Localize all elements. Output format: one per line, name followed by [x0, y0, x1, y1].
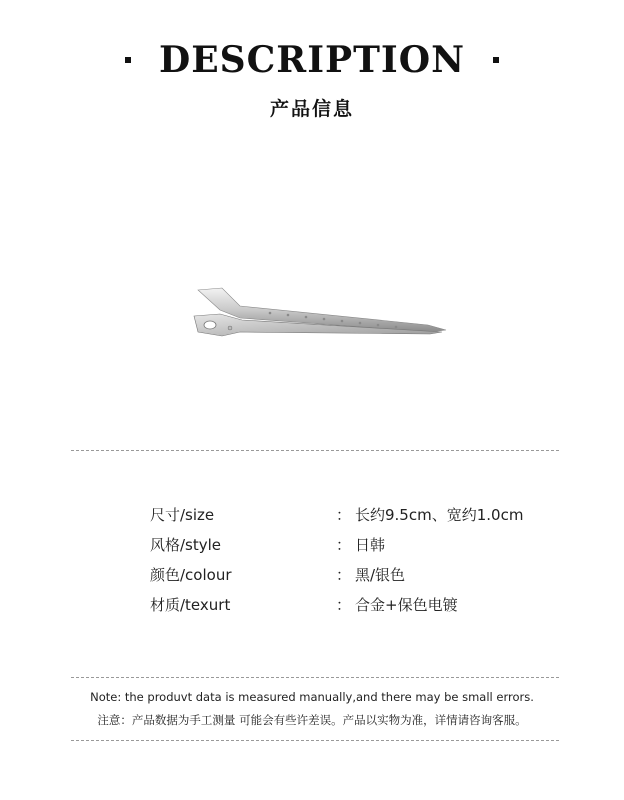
bullet-right-icon — [493, 57, 499, 63]
hair-clip-icon — [180, 270, 460, 360]
spec-row-material — [0, 594, 624, 618]
notes — [0, 690, 624, 728]
spec-value-material: 合金+保色电镀 — [355, 596, 458, 614]
note-english: Note: the produvt data is measured manually,and there may be small errors. — [90, 690, 534, 704]
spec-colon: ： — [336, 536, 352, 554]
spec-value-size: 长约9.5cm、宽约1.0cm — [355, 506, 524, 524]
spec-row-size — [0, 504, 624, 528]
divider-middle — [71, 677, 559, 678]
title-row — [0, 36, 624, 84]
spec-label-material: 材质/texurt — [150, 596, 231, 614]
spec-value-style: 日韩 — [355, 536, 386, 554]
page-title: DESCRIPTION — [158, 39, 466, 81]
divider-top — [71, 450, 559, 451]
note-chinese: 注意：产品数据为手工测量 可能会有些许差误。产品以实物为准，详情请咨询客服。 — [97, 713, 527, 727]
spec-label-colour: 颜色/colour — [150, 566, 232, 584]
header — [0, 36, 624, 121]
spec-label-size: 尺寸/size — [150, 506, 215, 524]
bullet-left-icon — [125, 57, 131, 63]
page-subtitle: 产品信息 — [269, 98, 354, 120]
spec-colon: ： — [336, 506, 352, 524]
spec-row-style — [0, 534, 624, 558]
spec-value-colour: 黑/银色 — [355, 566, 406, 584]
spec-colon: ： — [336, 566, 352, 584]
spec-colon: ： — [336, 596, 352, 614]
spec-label-style: 风格/style — [150, 536, 222, 554]
spec-row-colour — [0, 564, 624, 588]
product-image — [180, 270, 460, 360]
divider-bottom — [71, 740, 559, 741]
